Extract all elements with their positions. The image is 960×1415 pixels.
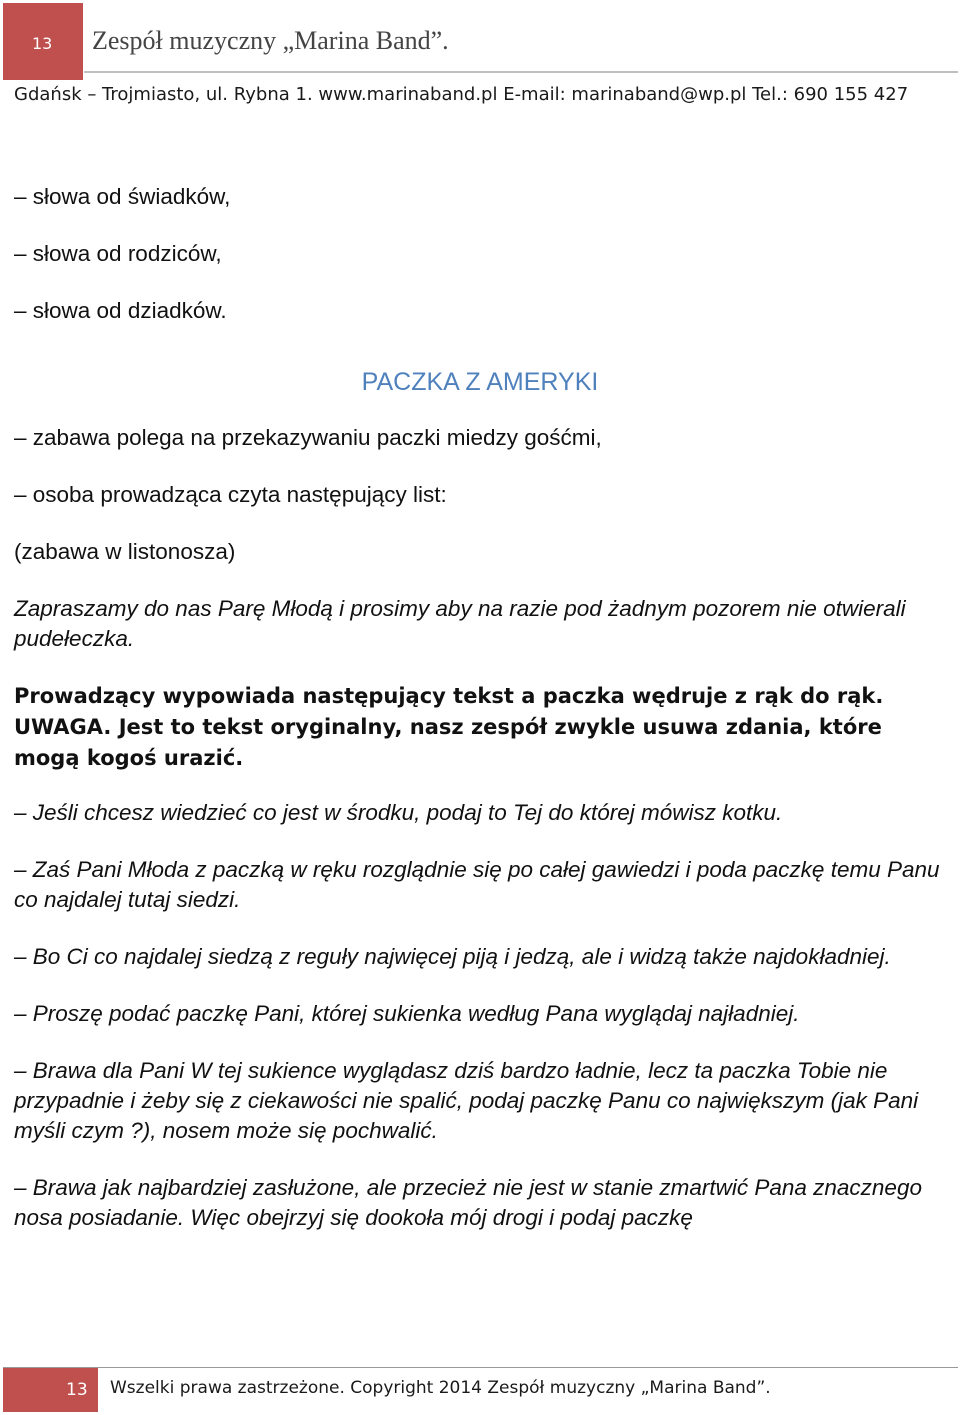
intro-line: (zabawa w listonosza) [14,539,236,564]
verse: – Brawa dla Pani W tej sukience wyglądasz dziś bardzo ładnie, lecz ta paczka Tobie nie przypadnie i żeby się z ciekawości nie spalić, podaj paczkę Panu co największym (jak Pani myśli czym ?), nosem może się pochwalić. [14,1058,919,1143]
verse: – Jeśli chcesz wiedzieć co jest w środku, podaj to Tej do której mówisz kotku. [14,800,783,825]
intro-line: – osoba prowadząca czyta następujący list: [14,482,447,507]
verse: – Bo Ci co najdalej siedzą z reguły najwięcej piją i jedzą, ale i widzą także najdokładniej. [14,944,891,969]
list-item: – słowa od świadków, [14,184,231,209]
verse: – Brawa jak najbardziej zasłużone, ale przecież nie jest w stanie zmartwić Pana znacznego nosa posiadanie. Więc obejrzyj się dookoła mój drogi i podaj paczkę [14,1175,922,1230]
footer-copyright: Wszelki prawa zastrzeżone. Copyright 2014 Zespół muzyczny „Marina Band”. [110,1378,771,1398]
document-body [14,182,946,1260]
verse: – Zaś Pani Młoda z paczką w ręku rozglądnie się po całej gawiedzi i poda paczkę temu Panu co najdalej tutaj siedzi. [14,857,940,912]
warning-note: UWAGA. Jest to tekst oryginalny, nasz zespół zwykle usuwa zdania, które mogą kogoś urazić. [14,715,882,770]
header-contact: Gdańsk – Trojmiasto, ul. Rybna 1. www.marinaband.pl E-mail: marinaband@wp.pl Tel.: 690 155 427 [14,84,909,105]
section-heading: PACZKA Z AMERYKI [361,368,599,396]
header-page-number: 13 [3,3,83,80]
list-item: – słowa od rodziców, [14,241,222,266]
host-note: Prowadzący wypowiada następujący tekst a paczka wędruje z rąk do rąk. [14,684,884,708]
intro-line: – zabawa polega na przekazywaniu paczki miedzy gośćmi, [14,425,602,450]
footer-page-number: 13 [3,1368,98,1412]
list-item: – słowa od dziadków. [14,298,227,323]
header-title: Zespół muzyczny „Marina Band”. [92,26,449,55]
verse: – Proszę podać paczkę Pani, której sukienka według Pana wyglądaj najładniej. [14,1001,800,1026]
header-divider [84,71,958,73]
footer-divider [3,1367,958,1368]
invitation-text: Zapraszamy do nas Parę Młodą i prosimy aby na razie pod żadnym pozorem nie otwierali pudełeczka. [14,596,906,651]
